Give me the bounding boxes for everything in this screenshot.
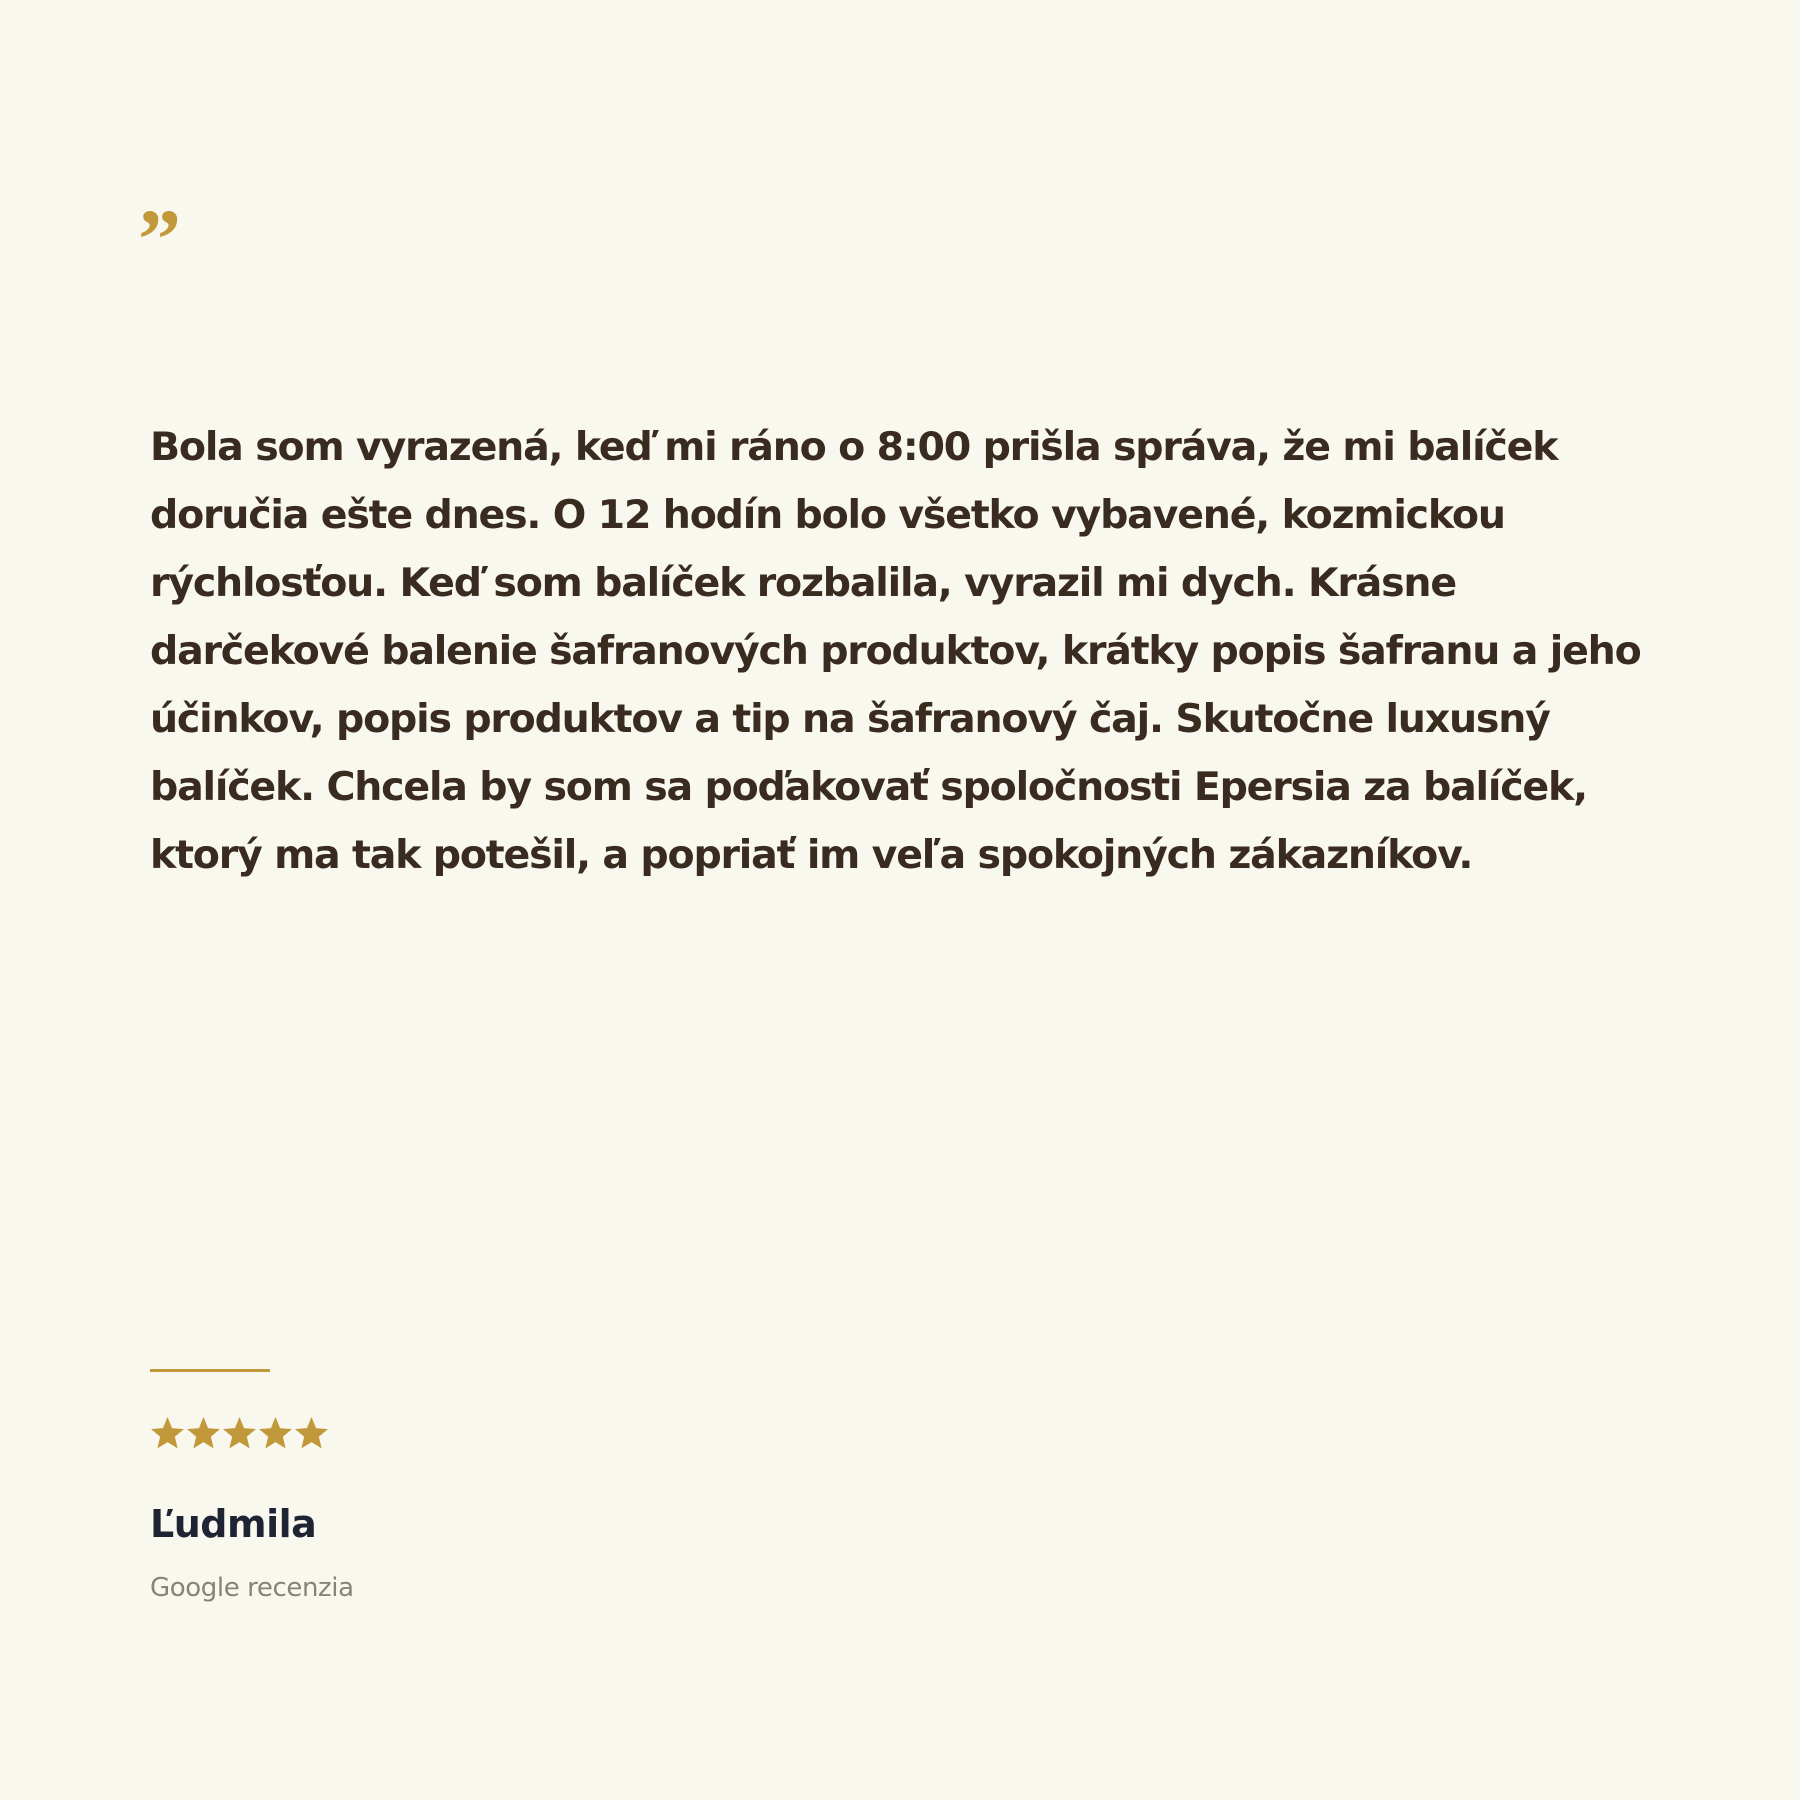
star-icon xyxy=(258,1416,293,1451)
closing-quote-icon: ” xyxy=(138,196,181,268)
star-icon xyxy=(222,1416,257,1451)
author-name: Ľudmila xyxy=(150,1502,317,1546)
divider xyxy=(150,1369,270,1372)
star-rating xyxy=(150,1416,329,1456)
review-source: Google recenzia xyxy=(150,1573,354,1603)
star-icon xyxy=(186,1416,221,1451)
star-icon xyxy=(294,1416,329,1451)
review-text: Bola som vyrazená, keď mi ráno o 8:00 prišla správa, že mi balíček doručia ešte dnes. O 12 hodín bolo všetko vybavené, kozmickou rýchlosťou. Keď som balíček rozbalila, vyrazil mi dych. Krásne darčekové balenie šafranových produktov, krátky popis šafranu a jeho účinkov, popis produktov a tip na šafranový čaj. Skutočne luxusný balíček. Chcela by som sa poďakovať spoločnosti Epersia za balíček, ktorý ma tak potešil, a popriať im veľa spokojných zákazníkov. xyxy=(150,424,1641,878)
star-icon xyxy=(150,1416,185,1451)
